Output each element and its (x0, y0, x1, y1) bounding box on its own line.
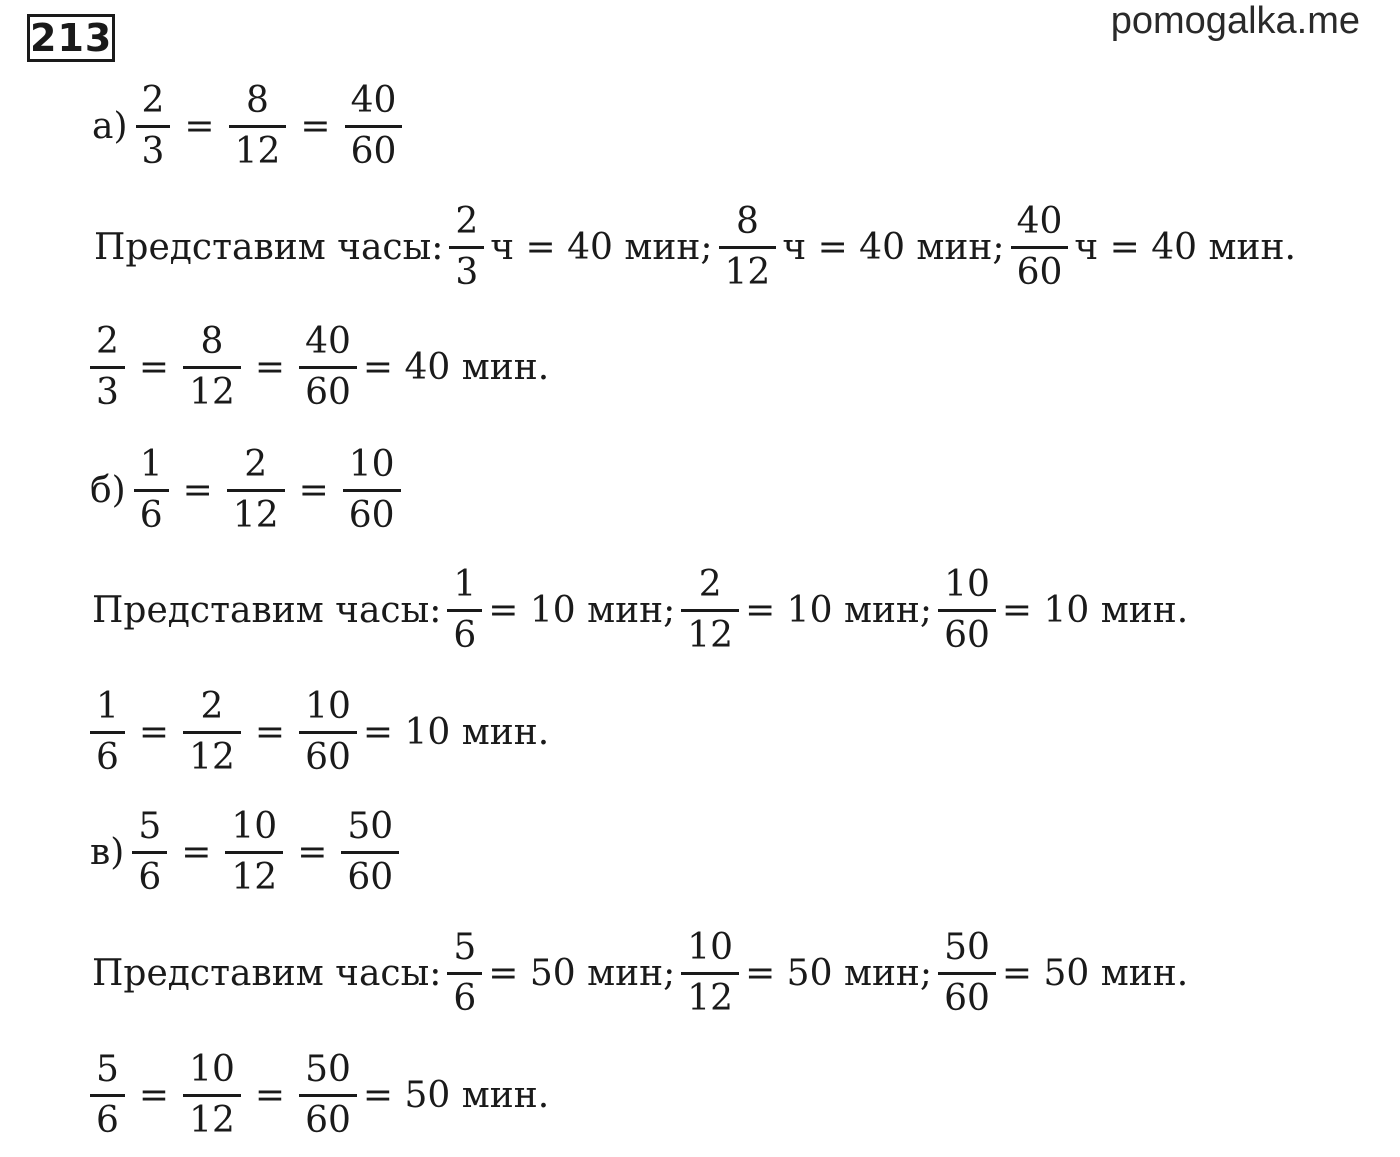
task-number-box: 213 (27, 14, 115, 62)
equals-sign: = (300, 105, 331, 147)
equals-sign: = (138, 346, 170, 388)
equals-sign: = (138, 711, 170, 753)
conversion-result: ч = 40 мин; (782, 226, 1005, 268)
conversion-result: ч = 40 мин; (490, 226, 713, 268)
equals-sign: = (182, 469, 213, 511)
fraction: $\frac{10}{12}$ (225, 809, 283, 896)
fraction: $\frac{2}{3}$ (90, 324, 125, 411)
fraction: $\frac{10}{12}$ (183, 1052, 241, 1139)
fraction: $\frac{50}{60}$ (299, 1052, 357, 1139)
part-b-conversion (90, 560, 1190, 660)
conversion-prefix: Представим часы: (92, 952, 442, 994)
fraction: $\frac{2}{12}$ (681, 567, 739, 654)
equals-sign: = (181, 831, 212, 873)
conversion-prefix: Представим часы: (94, 226, 444, 268)
part-a-fractions (92, 76, 406, 176)
site-watermark: pomogalka.me (1110, 0, 1360, 42)
part-b-summary (86, 682, 551, 782)
conversion-result: = 50 мин; (488, 952, 676, 994)
conversion-result: = 10 мин; (488, 589, 676, 631)
equals-sign: = (254, 711, 286, 753)
part-c-summary (86, 1045, 551, 1145)
fraction: $\frac{10}{60}$ (299, 689, 357, 776)
fraction: $\frac{2}{3}$ (136, 83, 171, 170)
conversion-prefix: Представим часы: (92, 589, 442, 631)
part-c-label: в) (90, 831, 125, 873)
equals-sign: = (184, 105, 215, 147)
fraction: $\frac{8}{12}$ (229, 83, 287, 170)
part-a-label: а) (92, 105, 128, 147)
summary-result: = 50 мин. (362, 1074, 550, 1116)
conversion-result: = 10 мин; (745, 589, 933, 631)
fraction: $\frac{40}{60}$ (299, 324, 357, 411)
summary-result: = 10 мин. (362, 711, 550, 753)
fraction: $\frac{10}{12}$ (681, 930, 739, 1017)
fraction: $\frac{40}{60}$ (1011, 204, 1069, 291)
fraction: $\frac{1}{6}$ (447, 567, 482, 654)
part-b-label: б) (90, 469, 126, 511)
part-c-fractions (90, 802, 403, 902)
fraction: $\frac{2}{12}$ (227, 447, 285, 534)
part-b-fractions (90, 440, 405, 540)
conversion-result: = 50 мин. (1001, 952, 1189, 994)
conversion-result: = 50 мин; (745, 952, 933, 994)
fraction: $\frac{2}{12}$ (183, 689, 241, 776)
fraction: $\frac{50}{60}$ (938, 930, 996, 1017)
equals-sign: = (138, 1074, 170, 1116)
equals-sign: = (254, 1074, 286, 1116)
part-a-summary (86, 317, 551, 417)
equals-sign: = (254, 346, 286, 388)
fraction: $\frac{8}{12}$ (719, 204, 777, 291)
fraction: $\frac{1}{6}$ (134, 447, 169, 534)
equals-sign: = (298, 469, 329, 511)
fraction: $\frac{50}{60}$ (341, 809, 399, 896)
fraction: $\frac{5}{6}$ (90, 1052, 125, 1139)
conversion-result: ч = 40 мин. (1074, 226, 1296, 268)
fraction: $\frac{2}{3}$ (449, 204, 484, 291)
fraction: $\frac{5}{6}$ (447, 930, 482, 1017)
part-c-conversion (90, 923, 1190, 1023)
fraction: $\frac{40}{60}$ (345, 83, 403, 170)
conversion-result: = 10 мин. (1001, 589, 1189, 631)
fraction: $\frac{1}{6}$ (90, 689, 125, 776)
fraction: $\frac{10}{60}$ (938, 567, 996, 654)
fraction: $\frac{10}{60}$ (343, 447, 401, 534)
fraction: $\frac{8}{12}$ (183, 324, 241, 411)
fraction: $\frac{5}{6}$ (132, 809, 167, 896)
equals-sign: = (297, 831, 328, 873)
summary-result: = 40 мин. (362, 346, 550, 388)
part-a-conversion (92, 197, 1298, 297)
